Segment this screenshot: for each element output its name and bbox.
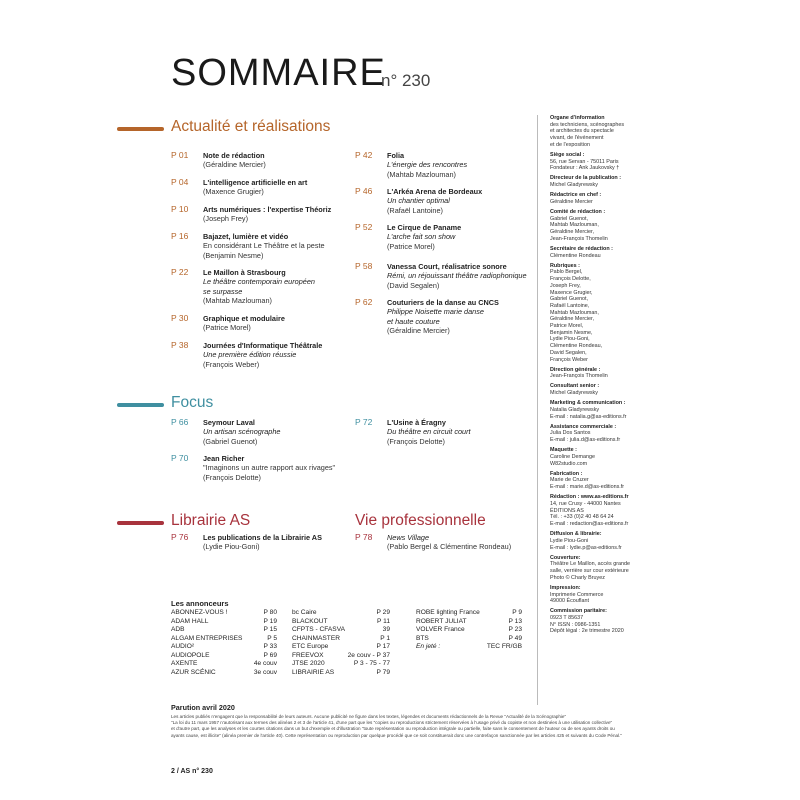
masthead-line: Michel Gladyrewsky	[550, 390, 598, 397]
article-title: Graphique et modulaire	[203, 314, 285, 323]
masthead-heading: Siège social :	[550, 151, 585, 158]
masthead-line: Lydie Piou-Goni,	[550, 336, 590, 343]
advertiser-row	[416, 635, 522, 644]
article-subtitle: Un chantier optimal	[387, 196, 450, 206]
advertiser-row	[171, 643, 277, 652]
article-author: (Gabriel Guenot)	[203, 436, 258, 446]
masthead-line: Tél. : +33 (0)2 40 48 64 24	[550, 514, 614, 521]
masthead-heading: Rédactrice en chef :	[550, 192, 602, 199]
masthead-line: E-mail : marie.d@as-editions.fr	[550, 484, 625, 491]
article-title: Les publications de la Librairie AS	[203, 533, 322, 542]
advertiser-name: LIBRAIRIE AS	[292, 668, 335, 676]
advertiser-row	[171, 618, 277, 627]
article-title: Folia	[387, 151, 405, 160]
masthead-line: Jean-François Thomelin	[550, 373, 608, 380]
page-number: P 42	[355, 150, 373, 160]
advertiser-name: En jeté :	[416, 643, 441, 650]
article-author: En considérant Le Théâtre et la peste	[203, 241, 325, 251]
masthead-line: Géraldine Mercier	[550, 198, 593, 205]
masthead-line: Pablo Bergel,	[550, 269, 583, 276]
advertiser-page: P 19	[263, 617, 277, 625]
advertiser-name: bc Caire	[292, 609, 317, 616]
publication-date: Parution avril 2020	[171, 703, 235, 712]
page-number: P 52	[355, 222, 373, 232]
article-title: L'intelligence artificielle en art	[203, 178, 308, 187]
page-number: P 46	[355, 186, 373, 196]
article-author: (Patrice Morel)	[203, 323, 251, 333]
article-title: Arts numériques : l'expertise Théoriz	[203, 205, 332, 214]
masthead-heading: Rédaction : www.as-editions.fr	[550, 494, 629, 501]
article-author: (Rafaël Lantoine)	[387, 205, 443, 215]
article-author: (François Weber)	[203, 359, 260, 369]
masthead-block	[550, 367, 657, 380]
legal-line: et d'autre part, que les analyses et les courtes citations dans un but d'exemple et d'illustration "toute représentation ou reproduction intégrale ou partielle, faite sans le consentement de l'auteur ou de ses ayants droits ou	[171, 726, 615, 732]
masthead-line: Jean-François Thomelin	[550, 235, 608, 242]
advertiser-page: P 5	[267, 634, 277, 642]
masthead-line: David Segalen,	[550, 349, 587, 356]
article-subtitle: Un artisan scénographe	[203, 427, 281, 437]
advertiser-name: ROBE lighting France	[416, 609, 480, 616]
article-author: (Patrice Morel)	[387, 241, 435, 251]
advertiser-page: P 80	[263, 609, 277, 616]
advertisers-column-2	[292, 609, 390, 677]
masthead-line: Caroline Demange	[550, 453, 595, 460]
masthead-block	[550, 175, 657, 188]
advertiser-name: CHAINMASTER	[292, 634, 340, 642]
advertiser-page: 3e couv	[253, 668, 277, 676]
page-title: SOMMAIRE	[171, 52, 386, 94]
advertiser-row	[292, 618, 390, 627]
article-author: "Imaginons un autre rapport aux rivages"	[203, 463, 336, 473]
advertiser-row	[171, 635, 277, 644]
article-title: Journées d'Informatique Théâtrale	[203, 341, 323, 350]
advertiser-page: P 69	[263, 651, 277, 659]
masthead-line: Rafaël Lantoine,	[550, 302, 590, 309]
masthead-line: et de l'exposition	[550, 141, 590, 148]
masthead-line: des techniciens, scénographes	[550, 121, 625, 128]
legal-line: Les articles publiés n'engagent que la responsabilité de leurs auteurs. Aucune publicité ne figure dans les textes, légendes et documents rédactionnels de la Revue "Actualité de la Scénographie"	[171, 714, 567, 719]
advertiser-row	[292, 652, 390, 661]
article-subtitle: se surpasse	[203, 286, 243, 296]
advertiser-page: P 13	[508, 617, 522, 625]
masthead-line: salle, verrière sur cour extérieure	[550, 568, 629, 575]
masthead-heading: Commission paritaire:	[550, 608, 607, 615]
section-title-librairie: Librairie AS	[171, 512, 251, 529]
advertiser-page: P 3 - 75 - 77	[353, 660, 390, 667]
advertiser-row	[171, 609, 277, 618]
masthead-sidebar	[537, 115, 657, 705]
article-subtitle: L'énergie des rencontres	[387, 160, 468, 170]
advertiser-row	[171, 669, 277, 678]
article-title: Le Cirque de Paname	[387, 223, 462, 232]
article-author: (Lydie Piou-Goni)	[203, 542, 260, 552]
masthead-line: Maxence Grugier,	[550, 289, 593, 296]
masthead-line: E-mail : lydie.p@as-editions.fr	[550, 544, 622, 551]
advertiser-page: P 1	[380, 634, 390, 642]
article-subtitle: et haute couture	[387, 316, 440, 326]
advertiser-page: P 33	[263, 643, 277, 650]
section-bar-focus	[117, 403, 164, 407]
masthead-line: Mahtab Mazlouman,	[550, 309, 599, 316]
masthead-line: E-mail : julia.d@as-editions.fr	[550, 437, 621, 444]
masthead-line: Joseph Frey,	[550, 282, 581, 289]
advertiser-name: AUDIOPOLE	[171, 651, 210, 659]
article-subtitle: L'arche fait son show	[387, 232, 456, 242]
masthead-line: François Weber	[550, 356, 588, 363]
advertiser-name: ADAM HALL	[171, 617, 209, 625]
advertisers-title: Les annonceurs	[171, 599, 229, 608]
article-author: (David Segalen)	[387, 280, 440, 290]
masthead-line: E-mail : natalia.g@as-editions.fr	[550, 413, 627, 420]
article-title: L'Arkéa Arena de Bordeaux	[387, 187, 483, 196]
article-subtitle: Une première édition réussie	[203, 350, 297, 360]
masthead-line: E-mail : redaction@as-editions.fr	[550, 521, 629, 528]
advertiser-row	[416, 618, 522, 627]
advertiser-page: 39	[382, 626, 390, 633]
article-author: (Maxence Grugier)	[203, 187, 264, 197]
masthead-line: Gabriel Guenot,	[550, 215, 589, 222]
masthead-heading: Consultant senior :	[550, 383, 600, 390]
article-title: Bajazet, lumière et vidéo	[203, 232, 289, 241]
masthead-line: Natalia Gladyrewsky	[550, 406, 600, 413]
masthead-line: Photo © Charly Bruyez	[550, 574, 605, 581]
advertiser-name: ETC Europe	[292, 643, 329, 650]
advertiser-page: P 9	[512, 609, 522, 616]
section-bar-actualite	[117, 127, 164, 131]
advertiser-name: AUDIO²	[171, 643, 195, 650]
masthead-line: Fondateur : Ank Jaukovsky †	[550, 165, 620, 172]
article-author: (François Delotte)	[203, 472, 261, 482]
advertiser-row	[171, 660, 277, 669]
advertiser-row	[416, 626, 522, 635]
page-number: P 72	[355, 417, 373, 427]
masthead-block	[550, 192, 657, 205]
masthead-block	[550, 115, 657, 149]
masthead-line: Michel Gladyrewsky	[550, 182, 598, 189]
advertiser-name: ROBERT JULIAT	[416, 617, 467, 625]
masthead-line: Géraldine Mercier,	[550, 316, 595, 323]
advertiser-page: 2e couv - P 37	[347, 651, 390, 659]
advertiser-page: TEC FR/GB	[486, 643, 522, 650]
masthead-heading: Assistance commerciale :	[550, 423, 617, 430]
article-author: (Joseph Frey)	[203, 214, 249, 224]
advertiser-row	[171, 626, 277, 635]
masthead-block	[550, 400, 657, 420]
masthead-heading: Maquette :	[550, 447, 577, 454]
legal-line: ayants cause, est illicite" (alinéa premier de l'article 40). Cette représentation ou reproduction par quelque procédé que ce soit constituerait donc une contrefaçon sanctionnée par les articles 425 et suivants du Code Pénal."	[171, 732, 623, 738]
masthead-line: W82studio.com	[550, 460, 588, 467]
masthead-line: N° ISSN : 0986-1351	[550, 621, 601, 628]
page-number: P 30	[171, 313, 189, 323]
page-number: P 04	[171, 177, 189, 187]
masthead-block	[550, 471, 657, 491]
article-author: (Mahtab Mazlouman)	[203, 295, 272, 305]
masthead-line: et architectes du spectacle	[550, 128, 614, 135]
advertiser-name: FREEVOX	[292, 651, 324, 659]
page-number: P 01	[171, 150, 189, 160]
issue-number: n° 230	[381, 71, 431, 90]
advertiser-name: JTSE 2020	[292, 660, 325, 667]
advertiser-row	[292, 660, 390, 669]
advertiser-name: BLACKOUT	[292, 617, 328, 625]
masthead-line: Lydie Piou-Goni	[550, 537, 589, 544]
masthead-block	[550, 424, 657, 444]
masthead-heading: Comité de rédaction :	[550, 209, 606, 215]
advertiser-page: P 23	[508, 626, 522, 633]
masthead-block	[550, 209, 657, 243]
article-title: L'Usine à Éragny	[387, 418, 446, 427]
masthead-line: Benjamin Nesme,	[550, 329, 593, 336]
advertiser-row	[171, 652, 277, 661]
masthead-line: Géraldine Mercier,	[550, 229, 595, 236]
article-author: (Benjamin Nesme)	[203, 250, 264, 260]
page-number: P 38	[171, 340, 189, 350]
article-subtitle: Du théâtre en circuit court	[387, 427, 471, 437]
masthead-line: Marie de Cruzer	[550, 477, 589, 484]
masthead-heading: Organe d'information	[550, 115, 605, 121]
page-number: P 62	[355, 297, 373, 307]
advertiser-row	[292, 626, 390, 635]
article-subtitle: Le théâtre contemporain européen	[203, 277, 315, 287]
advertiser-row	[292, 669, 390, 678]
masthead-heading: Rubriques :	[550, 262, 580, 269]
advertiser-name: ALGAM ENTREPRISES	[171, 634, 243, 642]
page-footer: 2 / AS n° 230	[171, 768, 213, 775]
page-number: P 10	[171, 204, 189, 214]
masthead-line: Clémentine Rondeau,	[550, 343, 603, 350]
article-author: (Pablo Bergel & Clémentine Rondeau)	[387, 542, 512, 552]
advertiser-row	[292, 635, 390, 644]
advertiser-name: AZUR SCÉNIC	[171, 668, 216, 676]
article-title: Couturiers de la danse au CNCS	[387, 298, 499, 307]
article-author: (Géraldine Mercier)	[387, 325, 450, 335]
advertiser-row	[416, 609, 522, 618]
masthead-block	[550, 263, 657, 364]
advertiser-row	[292, 609, 390, 618]
masthead-block	[550, 152, 657, 172]
masthead-heading: Marketing & communication :	[550, 400, 626, 407]
page-number: P 22	[171, 267, 189, 277]
article-author: (Géraldine Mercier)	[203, 160, 266, 170]
article-title: Le Maillon à Strasbourg	[203, 268, 286, 277]
article-author: (François Delotte)	[387, 436, 445, 446]
article-subtitle: Philippe Noisette marie danse	[387, 307, 484, 317]
masthead-line: Clémentine Rondeau	[550, 252, 601, 259]
masthead-line: Patrice Morel,	[550, 323, 584, 330]
masthead-block	[550, 494, 657, 528]
advertiser-name: CFPTS - CFASVA	[292, 626, 346, 633]
masthead-line: Imprimerie Commerce	[550, 591, 604, 598]
masthead-block	[550, 608, 657, 635]
article-title: Seymour Laval	[203, 418, 255, 427]
advertiser-page: P 15	[263, 626, 277, 633]
masthead-heading: Directeur de la publication :	[550, 175, 621, 182]
advertiser-page: P 17	[376, 643, 390, 650]
article-subtitle: News Village	[387, 533, 430, 542]
masthead-block	[550, 246, 657, 259]
masthead-line: 14, rue Crusy - 44000 Nantes	[550, 500, 621, 507]
advertiser-row	[416, 643, 522, 652]
page-number: P 16	[171, 231, 189, 241]
page-number: P 78	[355, 532, 373, 542]
advertiser-page: P 79	[376, 668, 390, 676]
masthead-line: 0923 T 85637	[550, 615, 584, 622]
masthead-block	[550, 383, 657, 396]
masthead-block	[550, 555, 657, 582]
page-number: P 66	[171, 417, 189, 427]
legal-line: "La loi du 11 mars 1957 n'autorisant aux termes des alinéas 2 et 3 de l'article 41, d'une part que les "copies ou reproductions strictement réservées à l'usage privé du copiste et non destinées à une utilisation collective"	[171, 720, 613, 726]
section-title-actualite: Actualité et réalisations	[171, 118, 331, 135]
masthead-heading: Secrétaire de rédaction :	[550, 245, 613, 252]
advertiser-page: P 29	[376, 609, 390, 616]
masthead-heading: Couverture:	[550, 554, 581, 561]
masthead-line: vivant, de l'événement	[550, 135, 604, 142]
masthead-line: Théâtre Le Maillon, accès grande	[550, 561, 631, 568]
advertisers-column-3	[416, 609, 522, 652]
section-title-focus: Focus	[171, 394, 214, 411]
masthead-block	[550, 447, 657, 467]
advertiser-row	[292, 643, 390, 652]
section-bar-librairie	[117, 521, 164, 525]
masthead-heading: Impression:	[550, 584, 581, 591]
advertiser-page: P 11	[377, 617, 390, 625]
advertiser-name: VOLVER France	[416, 626, 465, 633]
article-title: Vanessa Court, réalisatrice sonore	[387, 262, 507, 271]
advertiser-page: 4e couv	[253, 660, 277, 667]
masthead-line: ÉDITIONS AS	[550, 507, 584, 514]
advertiser-name: ADB	[171, 626, 185, 633]
legal-notice	[171, 714, 641, 739]
article-title: Note de rédaction	[203, 151, 265, 160]
article-title: Jean Richer	[203, 454, 245, 463]
masthead-heading: Diffusion & librairie:	[550, 531, 602, 538]
advertisers-column-1	[171, 609, 277, 677]
page-number: P 76	[171, 532, 189, 542]
masthead-line: Gabriel Guenot,	[550, 296, 589, 303]
masthead-line: 49000 Écouflant	[550, 598, 589, 605]
section-title-vie-professionnelle: Vie professionnelle	[355, 512, 486, 529]
masthead-line: Julia Dos Santos	[550, 430, 591, 437]
advertiser-name: AXENTE	[171, 660, 198, 667]
masthead-line: Dépôt légal : 2e trimestre 2020	[550, 628, 624, 635]
masthead-block	[550, 531, 657, 551]
advertiser-name: ABONNEZ-VOUS !	[171, 609, 228, 616]
masthead-heading: Fabrication :	[550, 470, 583, 477]
advertiser-name: BTS	[416, 634, 429, 642]
masthead-line: Mahtab Mazlouman,	[550, 222, 599, 229]
article-author: (Mahtab Mazlouman)	[387, 169, 456, 179]
advertiser-page: P 49	[508, 634, 522, 642]
article-subtitle: Rémi, un réjouissant théâtre radiophonique	[387, 271, 527, 281]
masthead-heading: Direction générale :	[550, 366, 601, 373]
page-number: P 70	[171, 453, 189, 463]
masthead-line: 56, rue Servan - 75011 Paris	[550, 158, 619, 165]
masthead-line: François Delotte,	[550, 276, 591, 283]
masthead-block	[550, 585, 657, 605]
page-number: P 58	[355, 261, 373, 271]
